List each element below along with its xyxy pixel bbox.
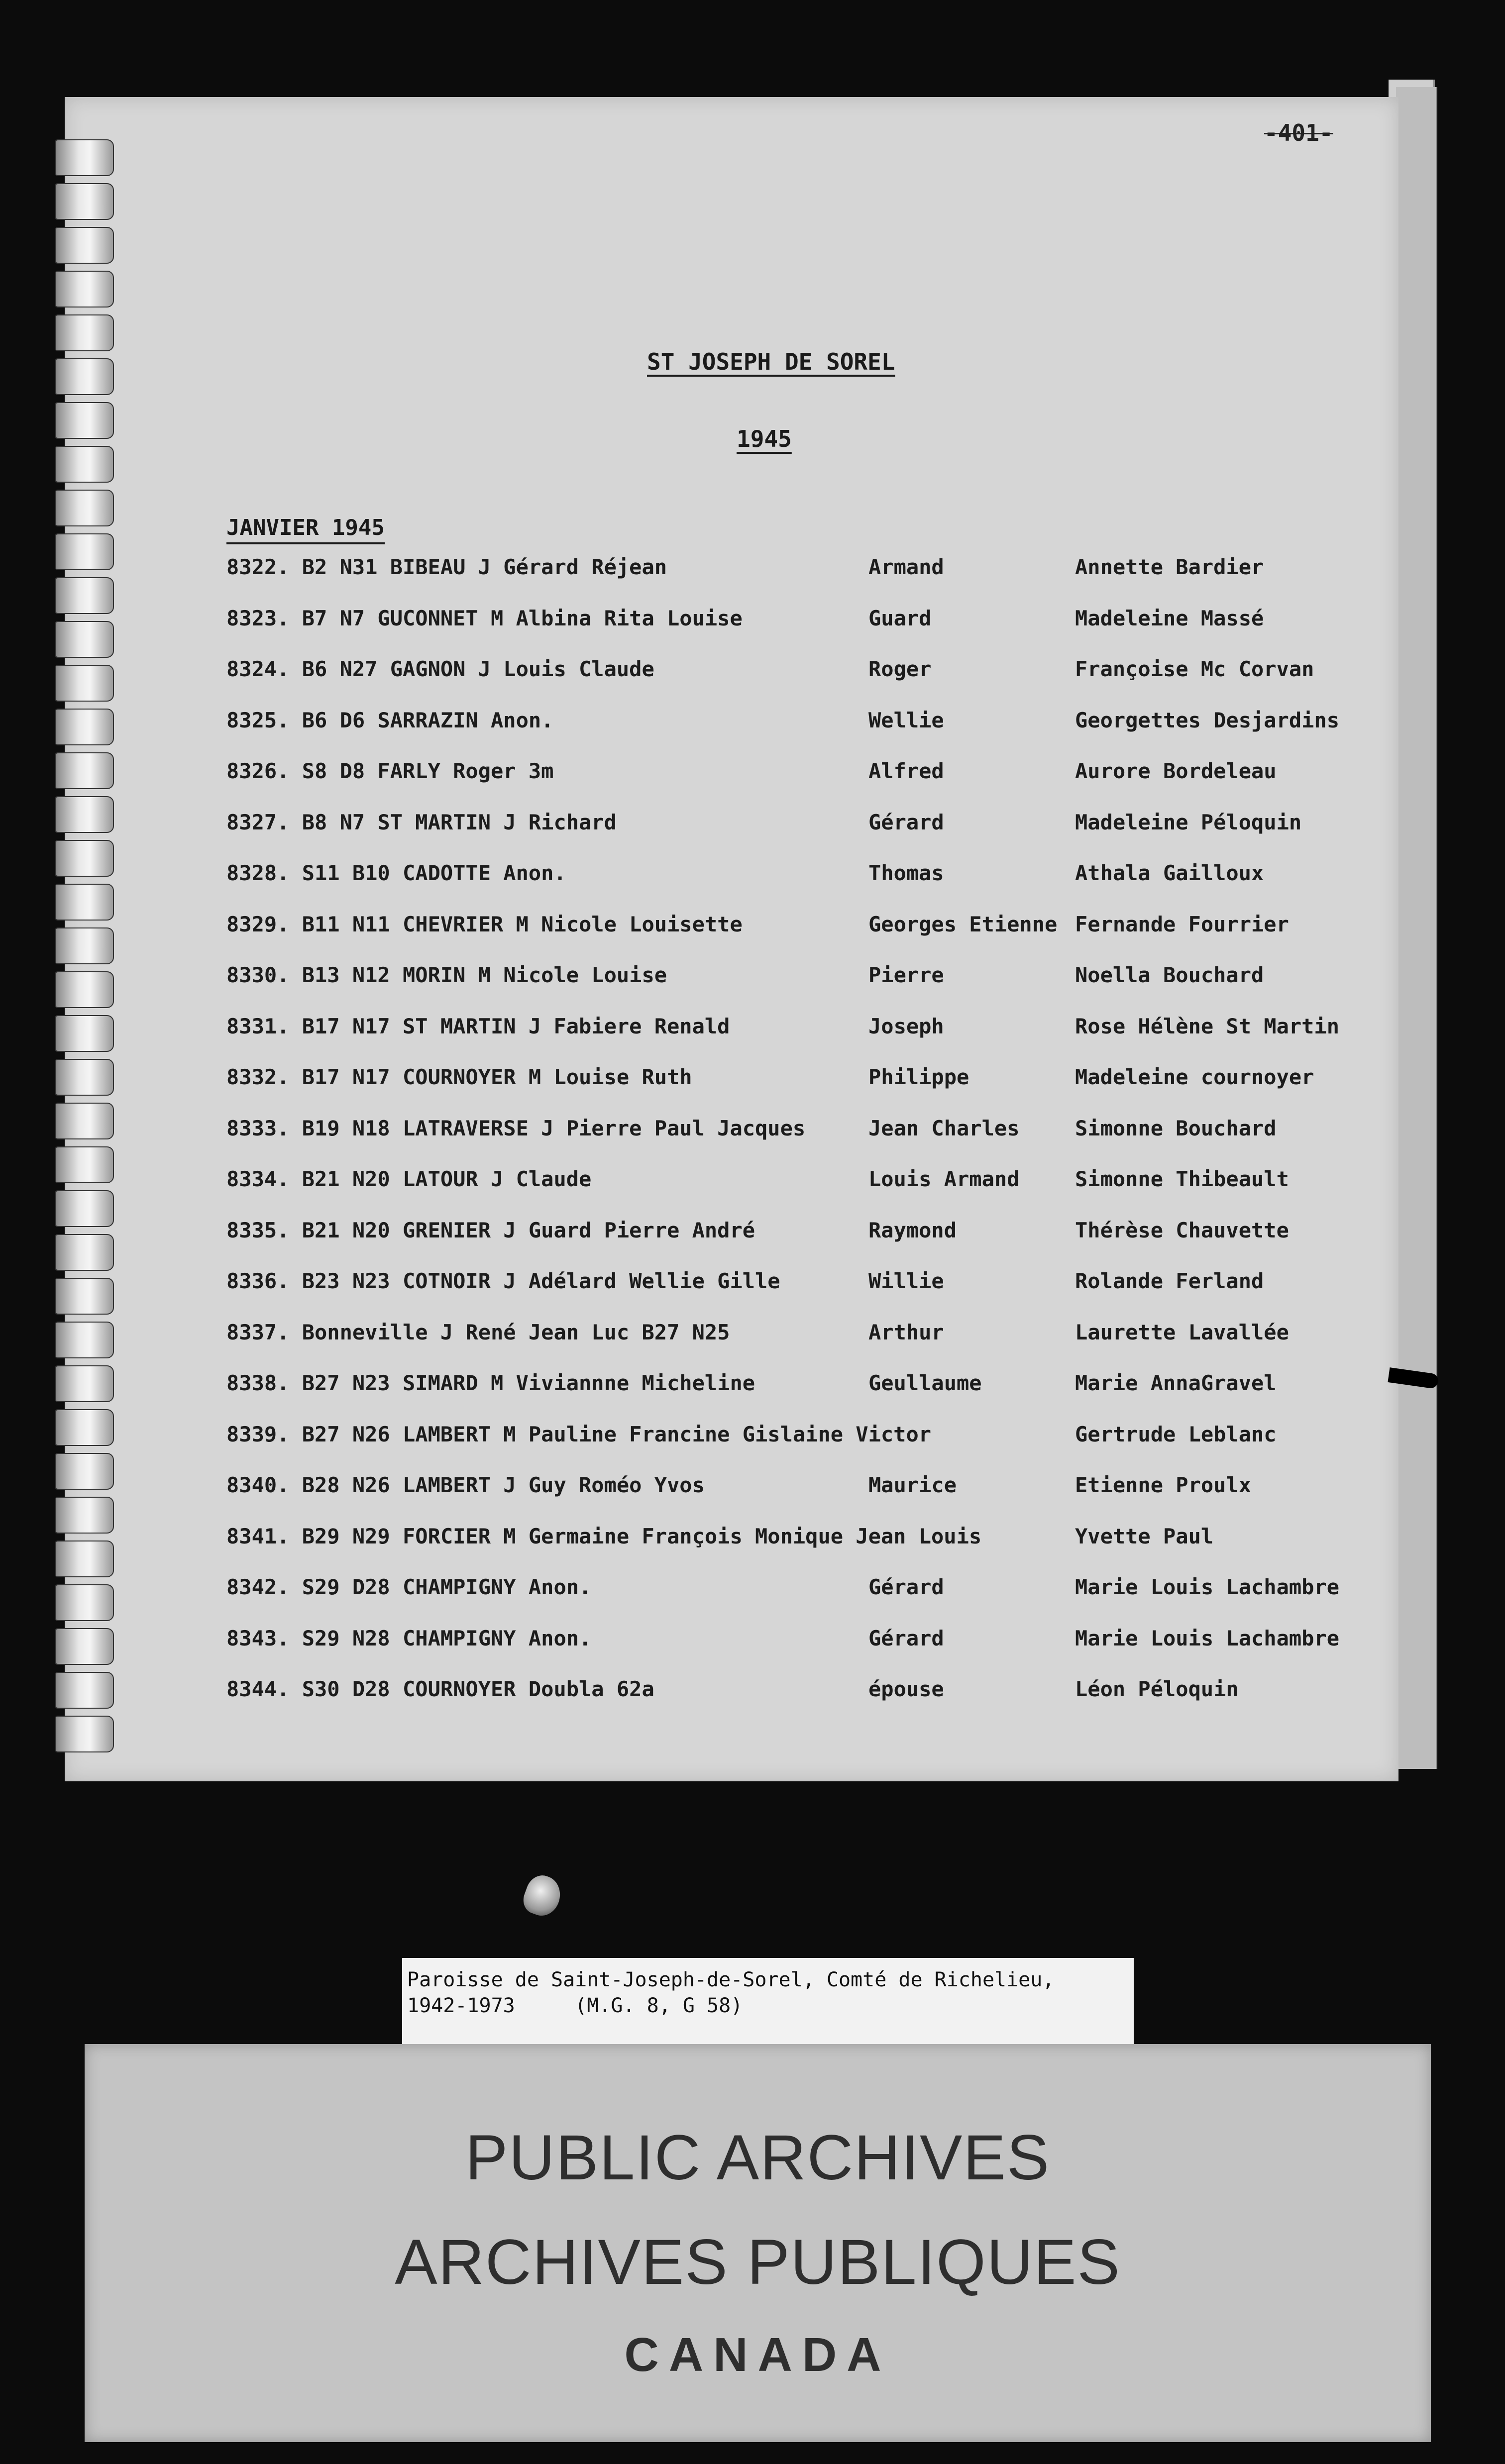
mother-name: Aurore Bordeleau	[1075, 759, 1277, 783]
binding-ring	[55, 183, 114, 220]
register-row	[226, 1269, 1371, 1320]
register-row	[226, 1218, 1371, 1269]
caption-line-2: 1942-1973 (M.G. 8, G 58)	[407, 1994, 743, 2017]
father-name: Raymond	[868, 1218, 957, 1242]
register-row	[226, 1422, 1371, 1473]
entry-text: 8342. S29 D28 CHAMPIGNY Anon.	[226, 1575, 592, 1599]
mother-name: Rose Hélène St Martin	[1075, 1014, 1340, 1038]
binding-ring	[55, 709, 114, 745]
mother-name: Françoise Mc Corvan	[1075, 657, 1314, 681]
register-row	[226, 1575, 1371, 1626]
entry-text: 8336. B23 N23 COTNOIR J Adélard Wellie Gille	[226, 1269, 780, 1293]
entry-text: 8334. B21 N20 LATOUR J Claude	[226, 1167, 592, 1191]
entry-text: 8324. B6 N27 GAGNON J Louis Claude	[226, 657, 654, 681]
entry-text: 8343. S29 N28 CHAMPIGNY Anon.	[226, 1626, 592, 1650]
entry-text: 8323. B7 N7 GUCONNET M Albina Rita Louise	[226, 606, 743, 630]
binding-ring	[55, 1322, 114, 1358]
archive-caption	[402, 1958, 1134, 2050]
register-row	[226, 606, 1371, 657]
parish-title: ST JOSEPH DE SOREL	[647, 348, 895, 375]
entry-text: 8328. S11 B10 CADOTTE Anon.	[226, 861, 566, 885]
binding-ring	[55, 971, 114, 1008]
debris-speck	[519, 1871, 565, 1920]
binding-ring	[55, 1103, 114, 1139]
father-name: Willie	[868, 1269, 944, 1293]
entry-text: 8325. B6 D6 SARRAZIN Anon.	[226, 708, 554, 732]
father-name: Wellie	[868, 708, 944, 732]
binding-ring	[55, 1409, 114, 1446]
entry-text: 8338. B27 N23 SIMARD M Viviannne Micheline	[226, 1371, 755, 1395]
mother-name: Léon Péloquin	[1075, 1677, 1239, 1701]
mother-name: Yvette Paul	[1075, 1524, 1214, 1548]
binding-ring	[55, 533, 114, 570]
binding-ring	[55, 1190, 114, 1227]
father-name: Philippe	[868, 1065, 969, 1089]
binding-ring	[55, 402, 114, 439]
register-row	[226, 1116, 1371, 1167]
binding-ring	[55, 621, 114, 658]
archive-label	[85, 2044, 1431, 2442]
register-entries	[226, 555, 1371, 1728]
entry-text: 8337. Bonneville J René Jean Luc B27 N25	[226, 1320, 730, 1344]
father-name: Roger	[868, 657, 932, 681]
father-name: Gérard	[868, 1626, 944, 1650]
mother-name: Gertrude Leblanc	[1075, 1422, 1277, 1446]
mother-name: Fernande Fourrier	[1075, 912, 1289, 936]
binding-ring	[55, 927, 114, 964]
father-name: Louis Armand	[868, 1167, 1020, 1191]
binding-ring	[55, 314, 114, 351]
entry-text: 8333. B19 N18 LATRAVERSE J Pierre Paul Jacques	[226, 1116, 806, 1140]
entry-text: 8329. B11 N11 CHEVRIER M Nicole Louisette	[226, 912, 743, 936]
mother-name: Marie Louis Lachambre	[1075, 1626, 1340, 1650]
binding-ring	[55, 271, 114, 308]
register-row	[226, 1626, 1371, 1677]
binding-ring	[55, 840, 114, 877]
mother-name: Athala Gailloux	[1075, 861, 1264, 885]
binding-ring	[55, 752, 114, 789]
register-row	[226, 1320, 1371, 1371]
father-name: Georges Etienne	[868, 912, 1058, 936]
mother-name: Georgettes Desjardins	[1075, 708, 1340, 732]
entry-text: 8341. B29 N29 FORCIER M Germaine François Monique Jean Louis	[226, 1524, 982, 1548]
register-row	[226, 861, 1371, 912]
mother-name: Noella Bouchard	[1075, 963, 1264, 987]
entry-text: 8332. B17 N17 COURNOYER M Louise Ruth	[226, 1065, 692, 1089]
mother-name: Marie Louis Lachambre	[1075, 1575, 1340, 1599]
binding-ring	[55, 796, 114, 833]
binding-ring	[55, 1234, 114, 1271]
mother-name: Madeleine Péloquin	[1075, 810, 1302, 834]
binding-ring	[55, 1015, 114, 1052]
mother-name: Laurette Lavallée	[1075, 1320, 1289, 1344]
binding-ring	[55, 490, 114, 526]
register-row	[226, 810, 1371, 861]
binding-ring	[55, 1497, 114, 1534]
mother-name: Thérèse Chauvette	[1075, 1218, 1289, 1242]
entry-text: 8322. B2 N31 BIBEAU J Gérard Réjean	[226, 555, 667, 579]
father-name: Gérard	[868, 1575, 944, 1599]
entry-text: 8339. B27 N26 LAMBERT M Pauline Francine Gislaine Victor	[226, 1422, 932, 1446]
mother-name: Madeleine cournoyer	[1075, 1065, 1314, 1089]
entry-text: 8327. B8 N7 ST MARTIN J Richard	[226, 810, 617, 834]
binding-ring	[55, 1628, 114, 1665]
binding-ring	[55, 1365, 114, 1402]
binding-ring	[55, 1716, 114, 1752]
father-name: Guard	[868, 606, 932, 630]
mother-name: Madeleine Massé	[1075, 606, 1264, 630]
month-heading: JANVIER 1945	[226, 515, 385, 544]
binding-ring	[55, 1584, 114, 1621]
register-row	[226, 912, 1371, 963]
archive-label-line-1: PUBLIC ARCHIVES	[465, 2122, 1051, 2193]
caption-line-1: Paroisse de Saint-Joseph-de-Sorel, Comté de Richelieu,	[407, 1968, 1055, 1991]
father-name: Alfred	[868, 759, 944, 783]
binding-ring	[55, 446, 114, 483]
page-number: -401-	[1264, 119, 1333, 146]
binding-ring	[55, 139, 114, 176]
father-name: Jean Charles	[868, 1116, 1020, 1140]
father-name: Joseph	[868, 1014, 944, 1038]
register-row	[226, 1065, 1371, 1116]
register-row	[226, 759, 1371, 810]
register-row	[226, 1014, 1371, 1065]
binding-ring	[55, 665, 114, 702]
register-row	[226, 657, 1371, 708]
mother-name: Rolande Ferland	[1075, 1269, 1264, 1293]
father-name: épouse	[868, 1677, 944, 1701]
binding-ring	[55, 358, 114, 395]
entry-text: 8330. B13 N12 MORIN M Nicole Louise	[226, 963, 667, 987]
father-name: Armand	[868, 555, 944, 579]
father-name: Thomas	[868, 861, 944, 885]
binding-ring	[55, 884, 114, 921]
register-row	[226, 1167, 1371, 1218]
archive-label-line-3: CANADA	[624, 2328, 891, 2381]
register-row	[226, 1371, 1371, 1422]
binding-ring	[55, 1278, 114, 1315]
entry-text: 8335. B21 N20 GRENIER J Guard Pierre André	[226, 1218, 755, 1242]
father-name: Arthur	[868, 1320, 944, 1344]
binding-ring	[55, 1059, 114, 1096]
father-name: Gérard	[868, 810, 944, 834]
archive-label-line-2: ARCHIVES PUBLIQUES	[395, 2227, 1121, 2298]
binding-ring	[55, 1146, 114, 1183]
register-year: 1945	[737, 425, 792, 452]
mother-name: Simonne Thibeault	[1075, 1167, 1289, 1191]
mother-name: Simonne Bouchard	[1075, 1116, 1277, 1140]
father-name: Maurice	[868, 1473, 957, 1497]
binding-ring	[55, 1540, 114, 1577]
father-name: Pierre	[868, 963, 944, 987]
register-row	[226, 1524, 1371, 1575]
register-row	[226, 1677, 1371, 1728]
entry-text: 8340. B28 N26 LAMBERT J Guy Roméo Yvos	[226, 1473, 705, 1497]
binding-ring	[55, 577, 114, 614]
entry-text: 8326. S8 D8 FARLY Roger 3m	[226, 759, 554, 783]
register-row	[226, 708, 1371, 759]
register-row	[226, 963, 1371, 1014]
entry-text: 8331. B17 N17 ST MARTIN J Fabiere Renald	[226, 1014, 730, 1038]
binding-ring	[55, 227, 114, 264]
mother-name: Marie AnnaGravel	[1075, 1371, 1277, 1395]
mother-name: Etienne Proulx	[1075, 1473, 1252, 1497]
binding-ring	[55, 1672, 114, 1709]
register-row	[226, 1473, 1371, 1524]
spiral-binding	[55, 139, 114, 1761]
register-row	[226, 555, 1371, 606]
binding-ring	[55, 1453, 114, 1490]
mother-name: Annette Bardier	[1075, 555, 1264, 579]
father-name: Geullaume	[868, 1371, 982, 1395]
entry-text: 8344. S30 D28 COURNOYER Doubla 62a	[226, 1677, 654, 1701]
